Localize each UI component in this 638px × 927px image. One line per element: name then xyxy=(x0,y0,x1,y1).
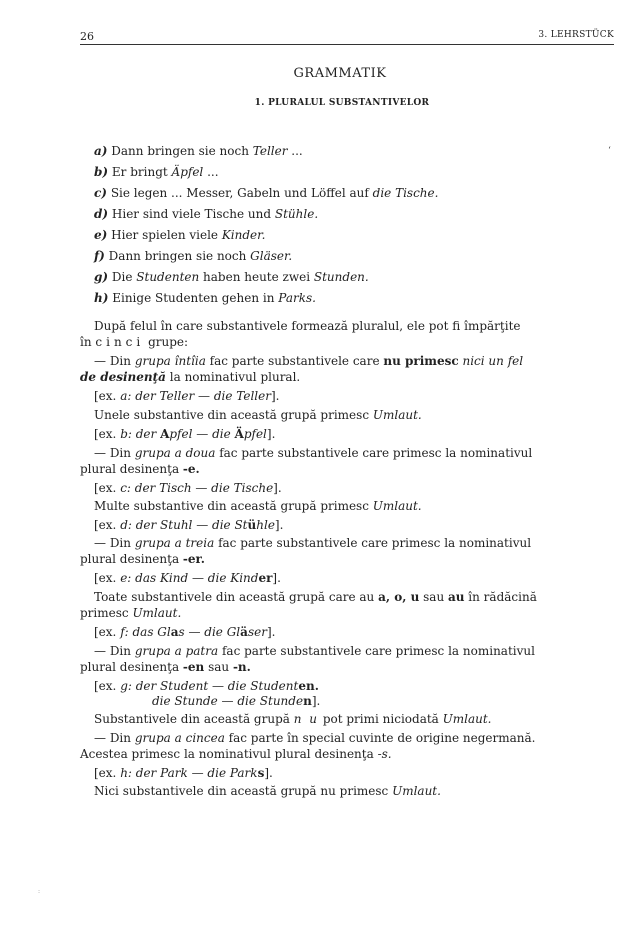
group-1-line-2: de desinenţă la nominativul plural. xyxy=(80,370,301,384)
footer-mark: : xyxy=(38,888,41,895)
example-ref-h: [ex. h: der Park — die Parks]. xyxy=(94,766,273,780)
example-a: a) Dann bringen sie noch Teller ... xyxy=(94,144,303,158)
example-d: d) Hier sind viele Tische und Stühle. xyxy=(94,207,319,221)
example-e: e) Hier spielen viele Kinder. xyxy=(94,228,266,242)
group-1-line-1: — Din grupa întîia fac parte substantivele care nu primesc nici un fel xyxy=(94,354,524,368)
example-f: f) Dann bringen sie noch Gläser. xyxy=(94,249,293,263)
page-number: 26 xyxy=(80,30,94,43)
umlaut-note-5: Nici substantivele din această grupă nu primesc Umlaut. xyxy=(94,784,441,798)
intro-line-1: După felul în care substantivele formează pluralul, ele pot fi împărţite xyxy=(94,319,521,333)
running-header xyxy=(80,30,614,45)
intro-line-2: în cinci grupe: xyxy=(80,335,189,349)
example-ref-a: [ex. a: der Teller — die Teller]. xyxy=(94,389,280,403)
umlaut-note-2: Multe substantive din această grupă primesc Umlaut. xyxy=(94,499,422,513)
group-4-line-1: — Din grupa a patra fac parte substantivele care primesc la nominativul xyxy=(94,644,535,658)
group-4-line-2: plural desinenţa -en sau -n. xyxy=(80,660,251,674)
section-title: 1. PLURALUL SUBSTANTIVELOR xyxy=(254,98,430,108)
group-3-line-1: — Din grupa a treia fac parte substantivele care primesc la nominativul xyxy=(94,536,532,550)
example-ref-b: [ex. b: der Apfel — die Äpfel]. xyxy=(94,427,276,441)
example-ref-g-2: die Stunde — die Stunden]. xyxy=(152,694,321,708)
example-ref-f: [ex. f: das Glas — die Gläser]. xyxy=(94,625,276,639)
group-5-line-1: — Din grupa a cincea fac parte în special cuvinte de origine negermană. xyxy=(94,731,536,745)
example-ref-g-1: [ex. g: der Student — die Studenten. xyxy=(94,679,319,693)
example-b: b) Er bringt Äpfel ... xyxy=(94,165,219,179)
umlaut-note-3-line-1: Toate substantivele din această grupă care au a, o, u sau au în rădăcină xyxy=(94,590,537,604)
example-c: c) Sie legen ... Messer, Gabeln und Löffel auf die Tische. xyxy=(94,186,439,200)
example-h: h) Einige Studenten gehen in Parks. xyxy=(94,291,316,305)
group-2-line-2: plural desinenţa -e. xyxy=(80,462,200,476)
group-2-line-1: — Din grupa a doua fac parte substantivele care primesc la nominativul xyxy=(94,446,533,460)
group-5-line-2: Acestea primesc la nominativul plural desinenţa -s. xyxy=(80,747,392,761)
example-ref-d: [ex. d: der Stuhl — die Stühle]. xyxy=(94,518,284,532)
group-3-line-2: plural desinenţa -er. xyxy=(80,552,205,566)
margin-mark: ʻ xyxy=(608,146,611,156)
umlaut-note-4: Substantivele din această grupă n u pot primi niciodată Umlaut. xyxy=(94,712,492,726)
example-ref-e: [ex. e: das Kind — die Kinder]. xyxy=(94,571,281,585)
running-head: 3. LEHRSTÜCK xyxy=(538,30,614,40)
example-ref-c: [ex. c: der Tisch — die Tische]. xyxy=(94,481,282,495)
page-title: GRAMMATIK xyxy=(293,66,387,81)
umlaut-note-3-line-2: primesc Umlaut. xyxy=(80,606,182,620)
example-g: g) Die Studenten haben heute zwei Stunden. xyxy=(94,270,369,284)
umlaut-note-1: Unele substantive din această grupă primesc Umlaut. xyxy=(94,408,422,422)
